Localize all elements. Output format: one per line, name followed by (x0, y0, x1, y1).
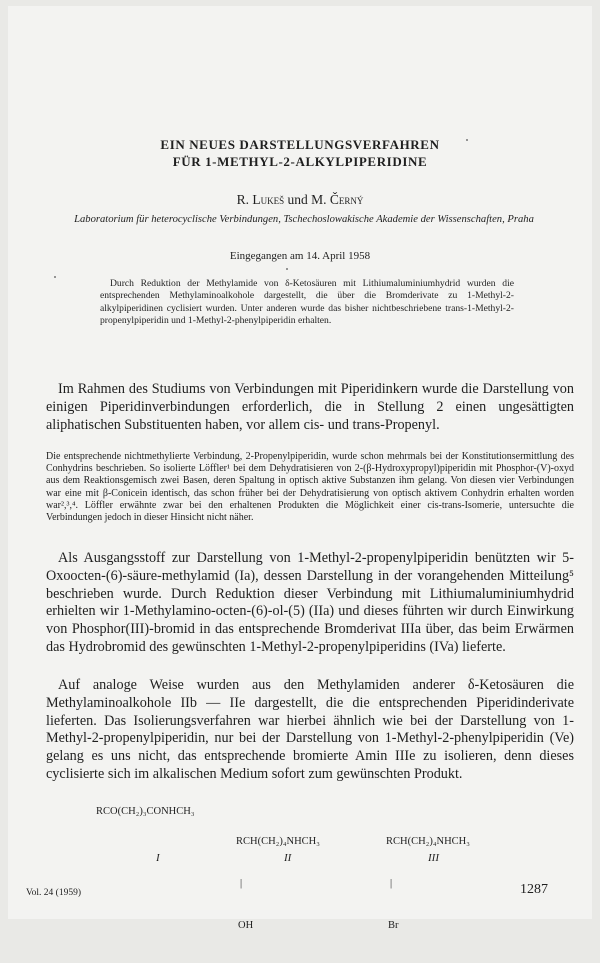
page-number: 1287 (520, 882, 548, 897)
scan-speck (466, 139, 468, 141)
formula-II-main: RCH(CH₂)₄NHCH₃ (236, 836, 320, 847)
formula-II-substituent: OH (238, 920, 254, 931)
scan-speck (286, 268, 288, 270)
paragraph-1: Im Rahmen des Studiums von Verbindungen mit Piperidinkern wurde die Darstellung von einigen Piperidinverbindungen erforderlich, die in Stellung 2 einen ungesättigten aliphatischen Substituenten haben, vor allem cis- und trans-Propenyl. (46, 381, 574, 433)
formula-I: RCO(CH₂)₃CONHCH₃ (96, 806, 195, 817)
document-page (8, 6, 592, 931)
formula-III-substituent: Br (388, 920, 399, 931)
paragraph-3: Auf analoge Weise wurden aus den Methylamiden anderer δ-Ketosäuren die Methylaminoalkohole IIb — IIe dargestellt, die die entsprechenden Piperidinderivate lieferten. Das Isolierungsverfahren war hierbei ähnlich wie bei der Darstellung von 1-Methyl-2-propenylpiperidin, nur bei der Darstellung von 1-Methyl-2-phenylpiperidin (Ve) gelang es uns nicht, das entsprechende bromierte Amin IIIe zu isolieren, denn dieses cyclisierte sich im alkalischen Medium sofort zum gewünschten Produkt. (46, 677, 574, 782)
article-title (8, 136, 592, 170)
scan-speck (54, 276, 56, 278)
small-print-paragraph: Die entsprechende nichtmethylierte Verbindung, 2-Propenylpiperidin, wurde schon mehrmals bei der Konstitutionsermittlung des Conhydrins beschrieben. So isolierte Löffler¹ bei dem Dehydratisieren von 2-(β-Hydroxypropyl)piperidin mit Phosphor-(V)-oxyd aus dem Reaktionsgemisch zwei Basen, deren Spaltung in optisch aktive Substanzen ihm gelang. Von diesen vier Verbindungen war eine mit β-Conicein identisch, das schon früher bei der Dehydratisierung von optisch aktivem Conhydrin erhalten worden war²,³,⁴. Löffler erwähnte zwar bei den erhaltenen Produkten die Möglichkeit einer cis-trans-Isomerie, untersuchte die Verbindungen jedoch in dieser Hinsicht nicht näher. (46, 451, 574, 524)
title-line-2: FÜR 1-METHYL-2-ALKYLPIPERIDINE (172, 154, 428, 169)
author-2: M. Černý (311, 192, 364, 207)
journal-volume: Vol. 24 (1959) (26, 888, 81, 898)
formula-III (386, 804, 470, 963)
formula-III-main: RCH(CH₂)₄NHCH₃ (386, 836, 470, 847)
formula-label-I: I (156, 852, 160, 864)
abstract: Durch Reduktion der Methylamide von δ-Ketosäuren mit Lithiumaluminiumhydrid wurden die entsprechenden Methylaminoalkohole dargestellt, die über die Bromderivate zu 1-Methyl-2-alkylpiperidinen cyclisiert wurden. Unter anderen wurde das bisher nichtbeschriebene trans-1-Methyl-2-propenylpiperidin und 1-Methyl-2-phenylpiperidin erhalten. (100, 278, 514, 326)
affiliation: Laboratorium für heterocyclische Verbindungen, Tschechoslowakische Akademie der Wissenschaften, Praha (74, 214, 534, 225)
author-1: R. Lukeš (236, 192, 285, 207)
formula-label-III: III (428, 852, 439, 864)
received-date: Eingegangen am 14. April 1958 (229, 250, 371, 262)
paragraph-2: Als Ausgangsstoff zur Darstellung von 1-Methyl-2-propenylpiperidin benützten wir 5-Oxoocten-(6)-säure-methylamid (Ia), dessen Darstellung in der vorangehenden Mitteilung⁵ beschrieben wurde. Durch Reduktion dieser Verbindung mit Lithiumaluminiumhydrid erhielten wir 1-Methylamino-octen-(6)-ol-(5) (IIa) und dieses führten wir durch Einwirkung von Phosphor(III)-bromid in das entsprechende Bromderivat IIIa über, das beim Erwärmen das Hydrobromid des gewünschten 1-Methyl-2-propenylpiperidins (IVa) lieferte. (46, 550, 574, 655)
title-line-1: EIN NEUES DARSTELLUNGSVERFAHREN (160, 137, 440, 152)
formula-II-bond: | (240, 878, 243, 889)
author-conjunction: und (287, 192, 308, 207)
authors (8, 192, 592, 208)
formula-label-II: II (284, 852, 292, 864)
formula-II (236, 804, 320, 963)
formula-III-bond: | (390, 878, 393, 889)
